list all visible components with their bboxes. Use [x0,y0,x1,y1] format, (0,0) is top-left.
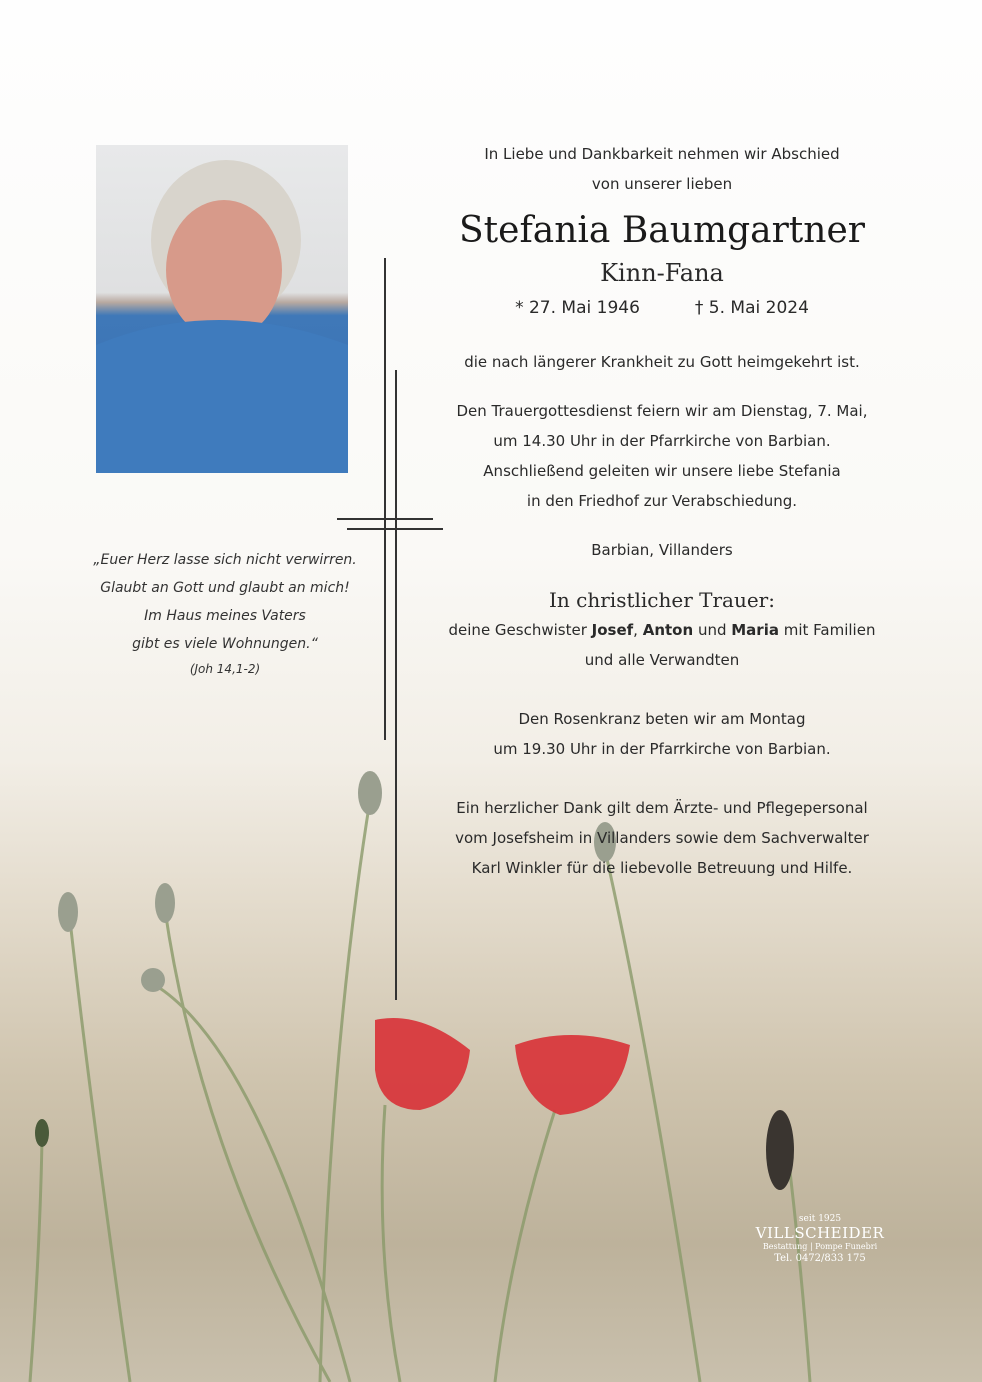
mourner-name: Anton [642,621,694,639]
quote-line: Glaubt an Gott und glaubt an mich! [100,580,350,596]
thanks [440,793,884,883]
quote-line: gibt es viele Wohnungen.“ [132,636,318,652]
service-line: in den Friedhof zur Verabschiedung. [526,492,798,510]
mourner-name: Josef [591,621,634,639]
intro-line: In Liebe und Dankbarkeit nehmen wir Abschied [484,145,840,163]
sep: , [633,621,643,639]
cross-horizontal-bottom [347,528,443,530]
service-line: Anschließend geleiten wir unsere liebe Stefania [483,462,841,480]
poppy-flower [375,1018,630,1115]
places: Barbian, Villanders [591,541,733,559]
birth-date: * 27. Mai 1946 [515,298,640,318]
service-line: Den Trauergottesdienst feiern wir am Dienstag, 7. Mai, [456,402,868,420]
funeral-home-logo [740,1214,900,1264]
intro-line: von unserer lieben [591,175,733,193]
quote-line: „Euer Herz lasse sich nicht verwirren. [93,552,357,568]
sep: und [693,621,732,639]
thanks-line: Karl Winkler für die liebevolle Betreuung und Hilfe. [471,859,853,877]
rosary-line: um 19.30 Uhr in der Pfarrkirche von Barbian. [493,740,831,758]
service-info [440,396,884,516]
cross-vertical-right [395,370,397,1000]
rosary-line: Den Rosenkranz beten wir am Montag [518,710,806,728]
mourners-text: deine Geschwister [448,621,592,639]
rosary-info [440,704,884,764]
death-date: † 5. Mai 2024 [694,298,809,318]
service-line: um 14.30 Uhr in der Pfarrkirche von Barbian. [493,432,831,450]
deceased-name: Stefania Baumgartner [459,210,865,251]
portrait-photo [96,145,348,473]
thanks-line: Ein herzlicher Dank gilt dem Ärzte- und Pflegepersonal [456,799,868,817]
bible-quote [80,546,370,680]
thanks-line: vom Josefsheim in Villanders sowie dem Sachverwalter [455,829,869,847]
life-dates [440,293,884,323]
logo-since: seit 1925 [798,1214,842,1224]
statement: die nach längerer Krankheit zu Gott heimgekehrt ist. [464,353,860,371]
quote-line: Im Haus meines Vaters [144,608,306,624]
quote-reference: (Joh 14,1-2) [189,662,261,676]
nickname: Kinn-Fana [600,259,724,287]
mourners-line2: und alle Verwandten [584,651,740,669]
cross-vertical-left [384,258,386,740]
logo-subtitle: Bestattung | Pompe Funebri [762,1242,878,1251]
mourner-name: Maria [731,621,779,639]
cross-horizontal-top [337,518,433,520]
mourners [440,615,884,645]
logo-phone: Tel. 0472/833 175 [774,1253,866,1264]
logo-brand: VILLSCHEIDER [755,1224,885,1242]
mourners-text: mit Familien [778,621,876,639]
mourning-title: In christlicher Trauer: [549,588,775,612]
obituary-text [440,139,884,883]
